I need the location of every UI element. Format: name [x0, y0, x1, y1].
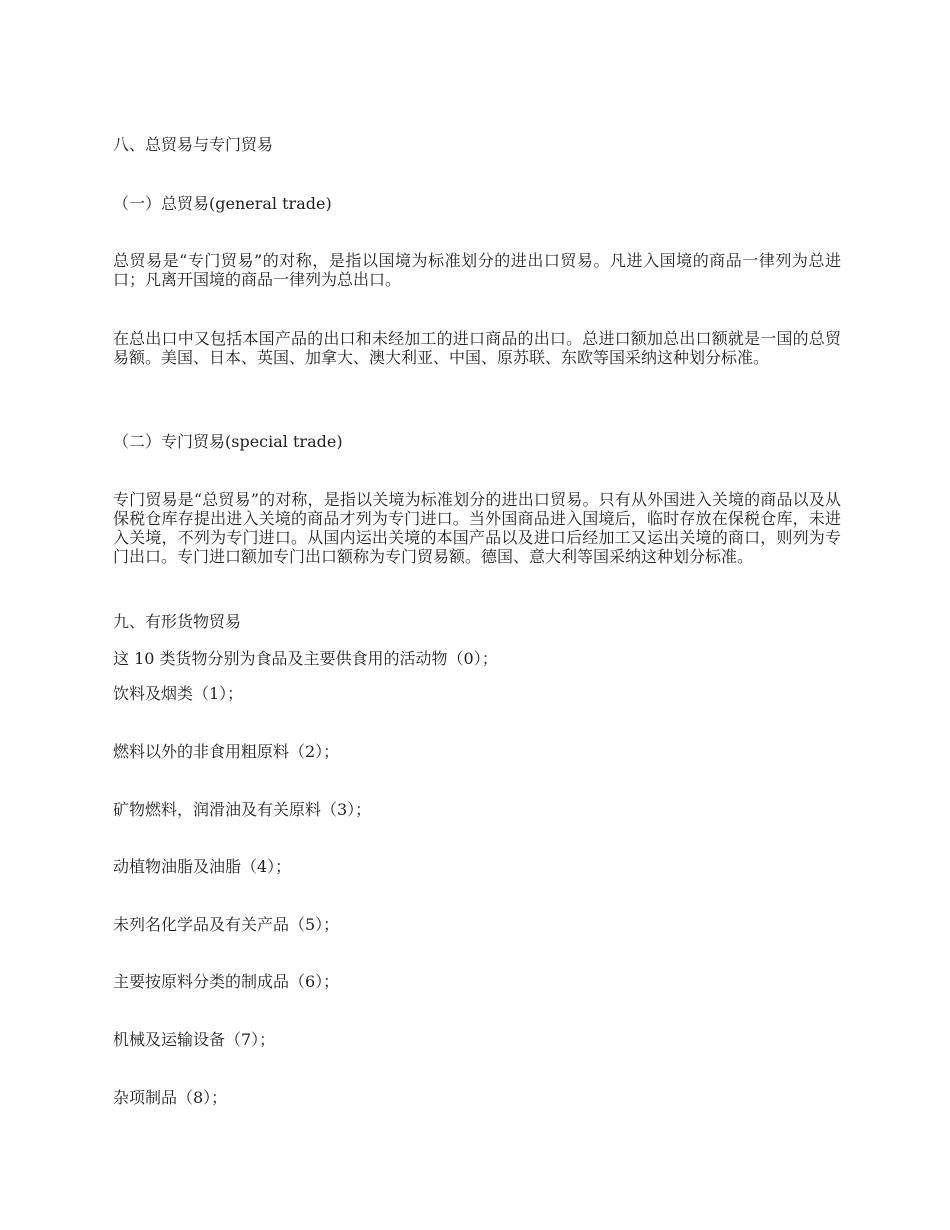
- list-item: 机械及运输设备（7）；: [113, 1030, 276, 1049]
- section-9-heading: 九、有形货物贸易: [113, 612, 242, 631]
- general-trade-paragraph-1: 总贸易是“专门贸易”的对称，是指以国境为标准划分的进出口贸易。凡进入国境的商品一律列为总进口；凡离开国境的商品一律列为总出口。: [113, 251, 841, 289]
- list-item: 矿物燃料，润滑油及有关原料（3）；: [113, 800, 372, 819]
- list-item: 动植物油脂及油脂（4）；: [113, 857, 292, 876]
- list-item: 饮料及烟类（1）；: [113, 684, 244, 703]
- list-item: 燃料以外的非食用粗原料（2）；: [113, 742, 340, 761]
- list-item: 杂项制品（8）；: [113, 1088, 228, 1107]
- section-8-heading: 八、总贸易与专门贸易: [113, 135, 274, 154]
- list-item: 未列名化学品及有关产品（5）；: [113, 915, 340, 934]
- general-trade-paragraph-2: 在总出口中又包括本国产品的出口和未经加工的进口商品的出口。总进口额加总出口额就是一国的总贸易额。美国、日本、英国、加拿大、澳大利亚、中国、原苏联、东欧等国采纳这种划分标准。: [113, 329, 841, 367]
- general-trade-heading: （一）总贸易(general trade): [113, 194, 332, 213]
- categories-intro: 这 10 类货物分别为食品及主要供食用的活动物（0）；: [113, 649, 498, 668]
- special-trade-paragraph: 专门贸易是“总贸易”的对称，是指以关境为标准划分的进出口贸易。只有从外国进入关境的商品以及从保税仓库存提出进入关境的商品才列为专门进口。当外国商品进入国境后，临时存放在保税仓库，未进入关境，不列为专门进口。从国内运出关境的本国产品以及进口后经加工又运出关境的商口，则列为专门出口。专门进口额加专门出口额称为专门贸易额。德国、意大利等国采纳这种划分标准。: [113, 490, 841, 566]
- list-item: 主要按原料分类的制成品（6）；: [113, 972, 340, 991]
- special-trade-heading: （二）专门贸易(special trade): [113, 432, 343, 451]
